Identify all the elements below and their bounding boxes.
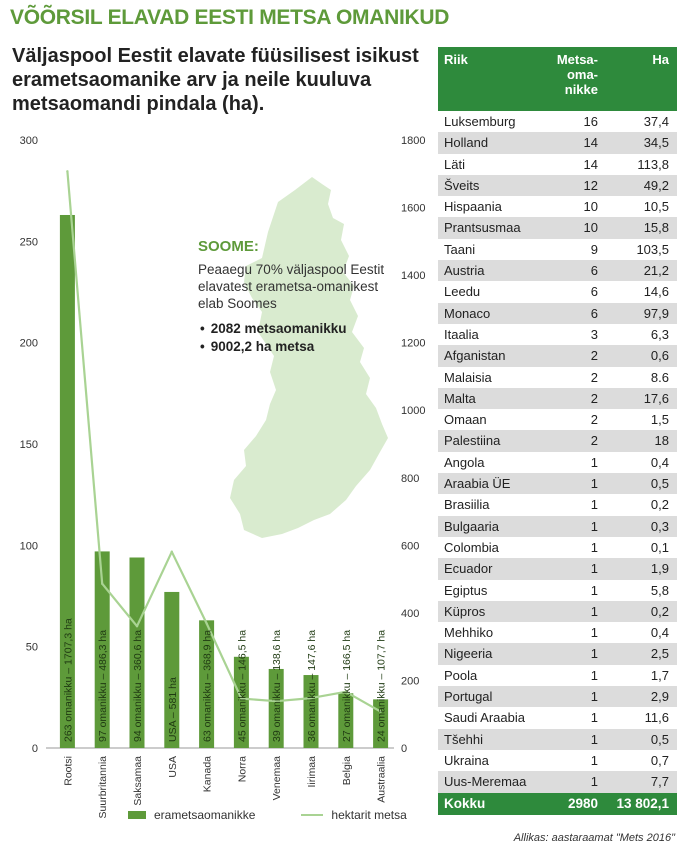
- table-total-row: [438, 793, 677, 815]
- cell-country: Itaalia: [444, 326, 479, 342]
- bar-data-label: 97 omanikku – 486,3 ha: [97, 629, 110, 742]
- cell-ha: 37,4: [643, 114, 669, 129]
- table-row: [438, 175, 677, 196]
- y-left-tick-label: 250: [19, 236, 38, 249]
- cell-ha: 0,6: [650, 348, 669, 364]
- y-right-tick-label: 1600: [401, 202, 426, 215]
- cell-ha: 113,8: [637, 156, 669, 172]
- cell-owners: 2: [590, 348, 598, 364]
- cell-country: Poola: [444, 667, 478, 683]
- hectares-point: [171, 551, 173, 553]
- bar-data-label: 263 omanikku – 1707,3 ha: [62, 618, 75, 742]
- cell-ha: 0,5: [650, 731, 669, 747]
- cell-ha: 14,6: [643, 284, 669, 300]
- table-row: [438, 771, 677, 792]
- cell-country: Austria: [444, 263, 485, 279]
- callout-title: SOOME:: [198, 238, 259, 255]
- cell-country: Malta: [444, 390, 476, 406]
- cell-ha: 1,7: [650, 667, 669, 683]
- cell-country: Egiptus: [444, 582, 488, 598]
- cell-ha: 0,7: [650, 752, 669, 768]
- cell-owners: 1: [590, 667, 598, 683]
- x-tick-label: Suurbritannia: [97, 756, 110, 819]
- total-label: Kokku: [444, 795, 486, 811]
- main-title: VÕÕRSIL ELAVAD EESTI METSA OMANIKUD: [10, 6, 450, 29]
- bar-data-label: 63 omanikku – 368,9 ha: [201, 629, 214, 742]
- cell-owners: 6: [590, 305, 598, 321]
- cell-ha: 2,9: [650, 689, 669, 705]
- cell-ha: 0,1: [650, 539, 669, 555]
- hectares-point: [205, 622, 207, 624]
- cell-country: Saudi Araabia: [444, 710, 525, 726]
- cell-owners: 2: [590, 412, 598, 428]
- y-right-tick-label: 1200: [401, 337, 426, 350]
- x-tick-label: Venemaa: [271, 756, 284, 801]
- cell-owners: 6: [590, 263, 598, 279]
- cell-owners: 2: [590, 369, 598, 385]
- table-row: [438, 388, 677, 409]
- cell-owners: 1: [590, 646, 598, 662]
- cell-owners: 1: [590, 539, 598, 555]
- cell-country: Šveits: [444, 177, 480, 193]
- x-tick-label: Belgia: [340, 756, 353, 786]
- cell-country: Afganistan: [444, 348, 506, 364]
- table-row: [438, 196, 677, 217]
- table-row: [438, 303, 677, 324]
- cell-owners: 10: [583, 199, 598, 215]
- callout-stat-owners: • 2082 metsaomanikku: [198, 320, 388, 338]
- table-row: [438, 281, 677, 302]
- y-right-tick-label: 400: [401, 607, 420, 620]
- cell-owners: 1: [590, 476, 598, 492]
- table-row: [438, 580, 677, 601]
- cell-country: Ukraina: [444, 752, 489, 768]
- cell-country: Nigeeria: [444, 646, 493, 662]
- cell-ha: 1,5: [650, 412, 669, 428]
- table-header: [438, 47, 677, 111]
- header-ha: Ha: [652, 52, 669, 67]
- x-tick-label: Iirimaa: [306, 756, 318, 788]
- cell-ha: 0,2: [650, 603, 669, 619]
- cell-owners: 1: [590, 731, 598, 747]
- header-country: Riik: [444, 52, 468, 67]
- callout-text: Peaaegu 70% väljaspool Eestit elavatest erametsa-omanikest elab Soomes: [198, 262, 385, 311]
- cell-ha: 0,3: [650, 518, 669, 534]
- cell-country: Taani: [444, 241, 476, 257]
- table-row: [438, 409, 677, 430]
- cell-ha: 0,4: [650, 625, 669, 641]
- table-row: [438, 665, 677, 686]
- cell-owners: 1: [590, 774, 598, 790]
- table-row: [438, 622, 677, 643]
- cell-ha: 0,5: [650, 476, 669, 492]
- table-row: [438, 686, 677, 707]
- table-row: [438, 643, 677, 664]
- bar-data-label: 39 omanikku – 138,6 ha: [271, 629, 284, 742]
- y-right-tick-label: 800: [401, 472, 420, 485]
- cell-owners: 1: [590, 752, 598, 768]
- legend-line-swatch: [301, 814, 323, 816]
- total-ha: 13 802,1: [616, 795, 669, 811]
- cell-owners: 1: [590, 710, 598, 726]
- cell-owners: 1: [590, 603, 598, 619]
- cell-owners: 1: [590, 497, 598, 513]
- table-row: [438, 516, 677, 537]
- cell-owners: 1: [590, 582, 598, 598]
- cell-country: Küpros: [444, 603, 486, 619]
- source-note: Allikas: aastaraamat "Mets 2016": [513, 832, 675, 844]
- total-owners: 2980: [567, 795, 598, 811]
- table-row: [438, 430, 677, 451]
- cell-country: Mehhiko: [444, 625, 494, 641]
- cell-ha: 5,8: [650, 582, 669, 598]
- y-right-tick-label: 1400: [401, 270, 426, 283]
- cell-owners: 1: [590, 689, 598, 705]
- cell-ha: 1,9: [650, 561, 669, 577]
- bar-data-label: 24 omanikku – 107,7 ha: [375, 629, 388, 742]
- cell-ha: 11,6: [644, 710, 669, 726]
- bar-data-label: 94 omanikku – 360,6 ha: [132, 629, 144, 742]
- cell-country: Portugal: [444, 689, 493, 705]
- cell-owners: 1: [590, 454, 598, 470]
- cell-owners: 14: [583, 156, 598, 172]
- y-right-tick-label: 1800: [401, 135, 426, 147]
- y-left-tick-label: 100: [19, 540, 38, 553]
- y-left-tick-label: 50: [25, 641, 38, 654]
- cell-owners: 1: [590, 518, 598, 534]
- table-row: [438, 750, 677, 771]
- y-right-tick-label: 200: [401, 675, 420, 688]
- legend-line-label: hektarit metsa: [331, 808, 407, 822]
- x-tick-label: Rootsi: [62, 756, 75, 786]
- bar-data-label: 45 omanikku – 146,5 ha: [236, 629, 249, 742]
- cell-country: Ecuador: [444, 561, 493, 577]
- cell-ha: 21,2: [643, 263, 669, 279]
- hectares-point: [101, 583, 103, 585]
- table-row: [438, 367, 677, 388]
- x-tick-label: Saksamaa: [132, 756, 144, 806]
- cell-country: Holland: [444, 135, 489, 151]
- cell-ha: 6,3: [650, 326, 669, 342]
- y-left-tick-label: 0: [31, 743, 38, 755]
- cell-country: Prantsusmaa: [444, 220, 521, 236]
- cell-country: Leedu: [444, 284, 481, 300]
- hectares-point: [66, 170, 68, 172]
- cell-country: Angola: [444, 454, 485, 470]
- hectares-point: [136, 625, 138, 627]
- cell-country: Colombia: [444, 539, 499, 555]
- cell-ha: 49,2: [643, 177, 669, 193]
- bar-data-label: 27 omanikku – 166,5 ha: [340, 629, 353, 742]
- table-body: [438, 111, 677, 793]
- cell-ha: 7,7: [650, 774, 669, 790]
- cell-ha: 34,5: [643, 135, 669, 151]
- cell-country: Tšehhi: [444, 731, 484, 747]
- cell-owners: 12: [583, 177, 598, 193]
- cell-ha: 10,5: [643, 199, 669, 215]
- legend-bar-swatch: [128, 811, 146, 819]
- cell-owners: 9: [590, 241, 598, 257]
- table-row: [438, 729, 677, 750]
- bar-data-label: USA – 581 ha: [166, 677, 179, 742]
- finland-map: [230, 177, 388, 538]
- table-row: [438, 707, 677, 728]
- cell-country: Monaco: [444, 305, 491, 321]
- cell-country: Araabia ÜE: [444, 476, 511, 492]
- x-tick-label: Norra: [236, 756, 249, 783]
- cell-country: Omaan: [444, 412, 487, 428]
- cell-owners: 2: [590, 433, 598, 449]
- cell-ha: 0,2: [650, 497, 669, 513]
- table-row: [438, 494, 677, 515]
- callout-stat-hectares: • 9002,2 ha metsa: [198, 338, 388, 356]
- table-row: [438, 217, 677, 238]
- cell-owners: 1: [590, 561, 598, 577]
- table-row: [438, 154, 677, 175]
- x-tick-label: Austraalia: [375, 756, 388, 803]
- cell-country: Brasiilia: [444, 497, 490, 513]
- y-left-tick-label: 150: [19, 439, 38, 451]
- cell-owners: 6: [590, 284, 598, 300]
- table-row: [438, 345, 677, 366]
- legend-bars-label: erametsaomanikke: [154, 808, 256, 822]
- y-left-tick-label: 300: [19, 135, 38, 147]
- table-row: [438, 239, 677, 260]
- cell-country: Luksemburg: [444, 114, 516, 129]
- cell-owners: 16: [583, 114, 598, 129]
- table-row: [438, 111, 677, 132]
- cell-country: Uus-Meremaa: [444, 774, 527, 790]
- table-row: [438, 537, 677, 558]
- cell-country: Palestiina: [444, 433, 501, 449]
- cell-owners: 1: [590, 625, 598, 641]
- cell-ha: 97,9: [643, 305, 669, 321]
- table-row: [438, 132, 677, 153]
- countries-table: [438, 47, 677, 815]
- cell-owners: 14: [583, 135, 598, 151]
- table-row: [438, 324, 677, 345]
- cell-owners: 3: [590, 326, 598, 342]
- y-right-tick-label: 1000: [401, 405, 426, 418]
- cell-country: Hispaania: [444, 199, 502, 215]
- x-tick-label: Kanada: [201, 756, 214, 793]
- cell-ha: 103,5: [636, 241, 669, 257]
- cell-ha: 0,4: [650, 454, 669, 470]
- chart-legend: [128, 808, 407, 822]
- table-row: [438, 260, 677, 281]
- x-tick-label: USA: [166, 756, 179, 778]
- cell-ha: 8.6: [650, 369, 669, 385]
- table-row: [438, 452, 677, 473]
- cell-owners: 2: [590, 390, 598, 406]
- cell-ha: 18: [654, 433, 669, 449]
- y-left-tick-label: 200: [19, 337, 38, 350]
- cell-country: Läti: [444, 156, 465, 172]
- cell-owners: 10: [583, 220, 598, 236]
- finland-callout: [198, 238, 388, 356]
- cell-country: Malaisia: [444, 369, 492, 385]
- table-row: [438, 558, 677, 579]
- header-owners: Metsa- oma- nikke: [556, 52, 598, 97]
- chart-subtitle: Väljaspool Eestit elavate füüsilisest isikust erametsaomanike arv ja neile kuuluva metsaomandi pindala (ha).: [12, 45, 419, 115]
- cell-ha: 2,5: [650, 646, 669, 662]
- y-right-tick-label: 600: [401, 540, 420, 553]
- cell-ha: 17,6: [643, 390, 669, 406]
- bar-data-label: 36 omanikku – 147,6 ha: [306, 629, 318, 742]
- y-right-tick-label: 0: [401, 743, 408, 755]
- cell-ha: 15,8: [643, 220, 669, 236]
- table-row: [438, 601, 677, 622]
- table-row: [438, 473, 677, 494]
- cell-country: Bulgaaria: [444, 518, 499, 534]
